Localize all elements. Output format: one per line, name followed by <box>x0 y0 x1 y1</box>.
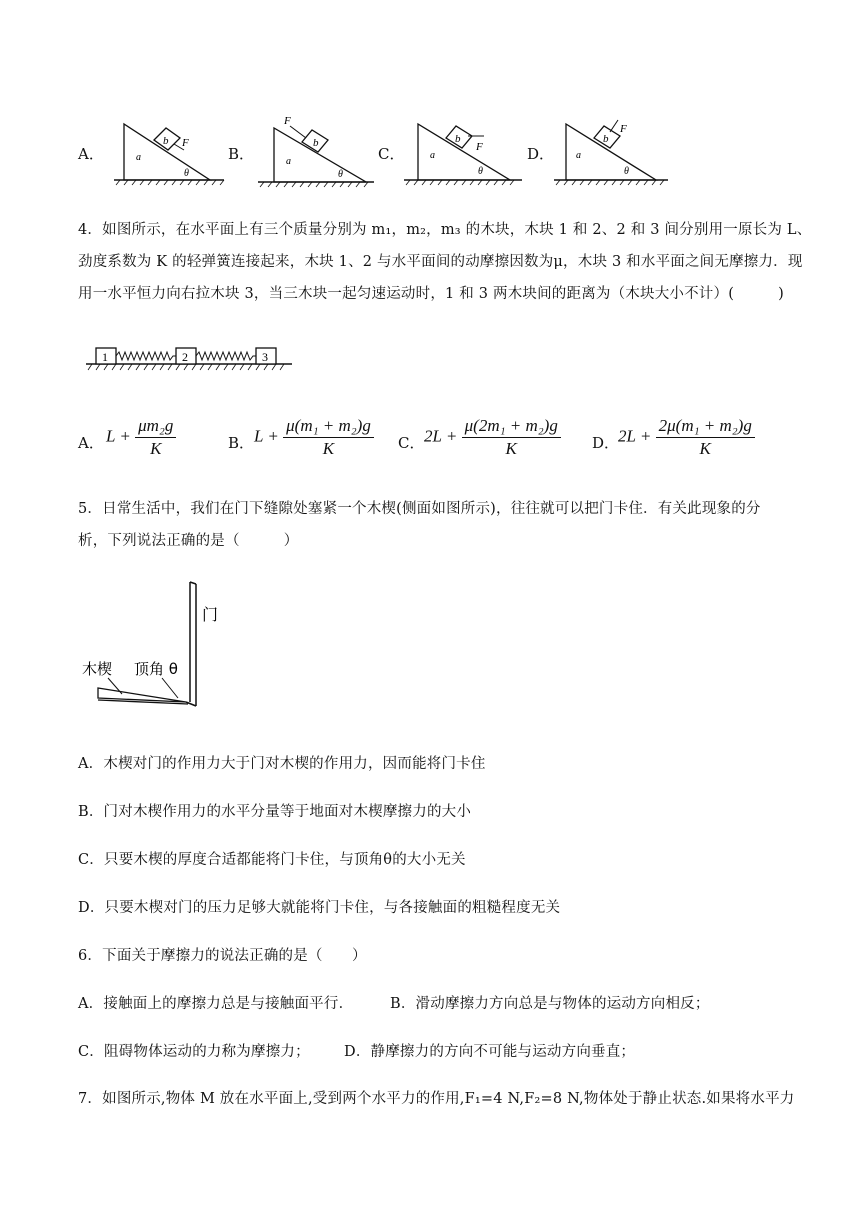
angle-label: θ <box>478 166 483 177</box>
force-label: F <box>620 123 627 135</box>
block-a-label: a <box>576 150 581 161</box>
block-b-label: b <box>313 137 319 149</box>
q3-figure-b <box>258 112 378 188</box>
q4-option-b-formula <box>254 416 374 459</box>
q3-figure-d <box>554 118 672 188</box>
formula-denominator: K <box>505 439 517 458</box>
angle-label: θ <box>624 166 629 177</box>
formula-lead: L + <box>106 426 131 446</box>
block-b-label: b <box>603 133 609 145</box>
formula-denominator: K <box>699 439 711 458</box>
q4-option-a-label: A． <box>78 434 104 452</box>
q4-option-b-label: B． <box>228 434 255 452</box>
q5-option-a: A．木楔对门的作用力大于门对木楔的作用力，因而能将门卡住 <box>78 756 486 772</box>
q3-figure-c <box>404 118 526 188</box>
q3-option-a-label: A． <box>78 145 104 163</box>
formula-numerator: μ(2m₁ + m₂)g <box>462 416 561 438</box>
block-a-label: a <box>136 152 141 163</box>
block-a-label: a <box>430 150 435 161</box>
q4-stem-line-1: 4．如图所示，在水平面上有三个质量分别为 m₁，m₂，m₃ 的木块，木块 1 和 2、2 和 3 间分别用一原长为 L、 <box>78 222 812 238</box>
q5-door-wedge-figure <box>78 576 238 716</box>
wedge-label: 木楔 <box>82 660 113 678</box>
block-a-label: a <box>286 156 291 167</box>
formula-denominator: K <box>322 439 335 458</box>
q4-option-a-formula <box>106 416 176 459</box>
q4-option-d-formula <box>618 416 755 459</box>
block-2-label: 2 <box>182 350 188 364</box>
q6-stem: 6．下面关于摩擦力的说法正确的是（ ） <box>78 948 367 964</box>
door-label: 门 <box>202 605 219 624</box>
q4-stem-line-3: 用一水平恒力向右拉木块 3，当三木块一起匀速运动时，1 和 3 两木块间的距离为（木块大小不计）( ) <box>78 286 785 302</box>
q4-option-c-label: C． <box>398 434 425 452</box>
q3-figure-a <box>110 118 228 188</box>
q5-stem-line-2: 析，下列说法正确的是（ ） <box>78 533 299 549</box>
q4-stem-line-2: 劲度系数为 K 的轻弹簧连接起来，木块 1、2 与水平面间的动摩擦因数为μ，木块 3 和水平面之间无摩擦力．现 <box>78 254 803 270</box>
formula-numerator: 2μ(m₁ + m₂)g <box>656 416 755 438</box>
apex-angle-label: 顶角 θ <box>134 660 178 678</box>
q7-stem-line-1: 7．如图所示,物体 M 放在水平面上,受到两个水平力的作用,F₁=4 N,F₂=8 N,物体处于静止状态.如果将水平力 <box>78 1091 795 1107</box>
q6-option-b: B．滑动摩擦力方向总是与物体的运动方向相反； <box>390 996 710 1012</box>
q6-option-a: A．接触面上的摩擦力总是与接触面平行． <box>78 996 354 1012</box>
block-b-label: b <box>455 133 461 145</box>
block-1-label: 1 <box>102 350 108 364</box>
q3-option-b-label: B． <box>228 145 255 163</box>
q3-option-c-label: C． <box>378 145 405 163</box>
q6-option-c: C．阻碍物体运动的力称为摩擦力； <box>78 1044 310 1060</box>
q4-option-c-formula <box>424 416 561 459</box>
block-3-label: 3 <box>262 350 268 364</box>
angle-label: θ <box>184 168 189 179</box>
q3-option-d-label: D． <box>527 145 555 163</box>
q5-stem-line-1: 5．日常生活中，我们在门下缝隙处塞紧一个木楔(侧面如图所示)，往往就可以把门卡住．有关此现象的分 <box>78 501 761 517</box>
formula-lead: 2L + <box>424 426 458 446</box>
formula-numerator: μm₂g <box>135 416 176 438</box>
formula-lead: L + <box>254 426 279 446</box>
q5-option-c: C．只要木楔的厚度合适都能将门卡住，与顶角θ的大小无关 <box>78 852 466 868</box>
force-label: F <box>182 137 189 149</box>
q6-option-d: D．静摩擦力的方向不可能与运动方向垂直； <box>344 1044 636 1060</box>
formula-denominator: K <box>150 439 162 458</box>
force-label: F <box>284 115 291 127</box>
q5-option-b: B．门对木楔作用力的水平分量等于地面对木楔摩擦力的大小 <box>78 804 472 820</box>
formula-numerator: μ(m₁ + m₂)g <box>283 416 374 438</box>
formula-lead: 2L + <box>618 426 652 446</box>
force-label: F <box>476 141 483 153</box>
q4-spring-block-figure <box>84 342 294 374</box>
angle-label: θ <box>338 169 343 180</box>
q5-option-d: D．只要木楔对门的压力足够大就能将门卡住，与各接触面的粗糙程度无关 <box>78 900 561 916</box>
block-b-label: b <box>163 135 169 147</box>
q4-option-d-label: D． <box>592 434 620 452</box>
